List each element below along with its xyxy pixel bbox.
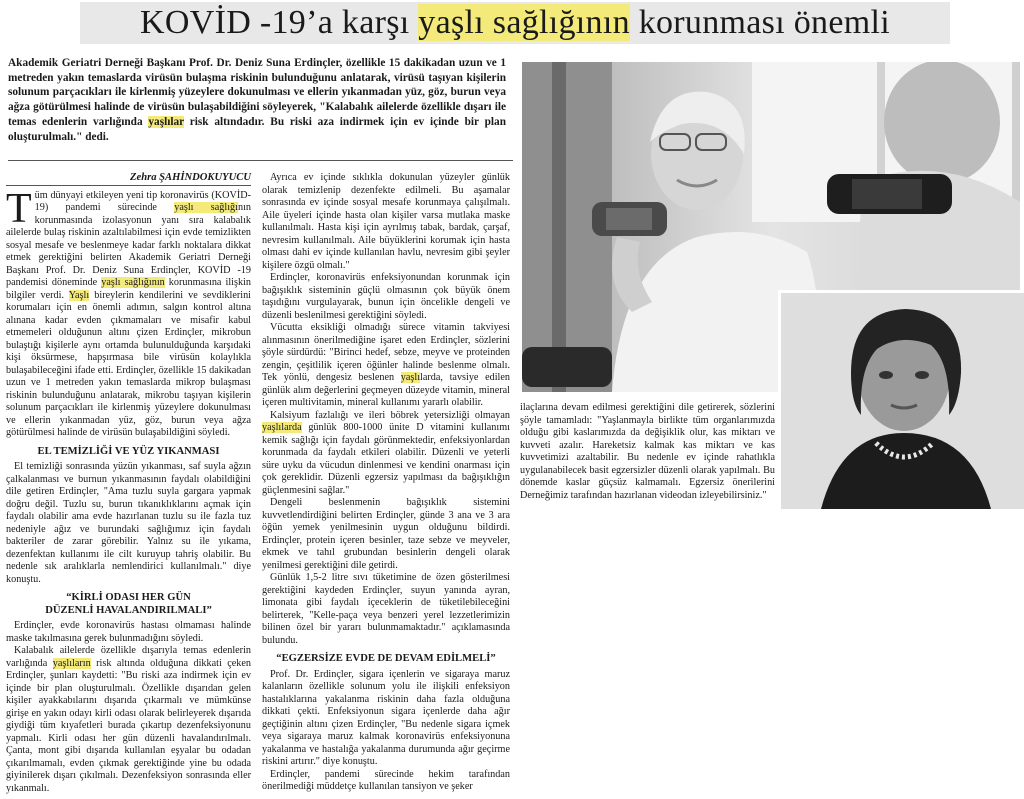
text-span: risk altında olduğuna dikkati çeken Erdinçler, şunları kaydetti: "Bu riski aza indirmek için ev içinde bir plan oluşturulmalı. Özellikle dışarıdan gelen kişiler ayakkabılarını dışarıda çıkarmalı ve mümkünse girişe en yakın odayı kirli odası olarak belirleyerek dışarıda giydiği tüm kıyafetleri burada çıkartıp dezenfeksiyonunu yapmalı. Kirli odası her gün düzenli havalandırılmalı. Çanta, mont gibi dışarıda kullanılan eşyalar bu odadan çıkarılmamalı, evden çıkmak gerektiğinde yine bu odada giyinilerek dışarı çıkılmalı. Dezenfeksiyon sonrasında eller yıkanmalı.	[6, 657, 251, 794]
text-span: Kalsiyum fazlalığı ve ileri böbrek yetersizliği olmayan	[270, 409, 510, 421]
text-span: nın korunmasında izolasyonun yanı sıra kalabalık ailelerde bulaş riskinin azaltılabilmesi için evde temizlikten sosyal mesafe ve beslenmeye kadar farklı noktalara dikkat etmek gerektiğini belirten Akademik Geriatri Derneği Başkanı Prof. Dr. Deniz Suna Erdinçler, KOVİD -19 pandemisi döneminde	[6, 202, 252, 288]
col3-paragraph-1: ilaçlarına devam edilmesi gerektiğini dile getirerek, sözlerini şöyle tamamladı: "Yaşlanmayla birlikte tüm organlarımızda olduğu gibi kaslarımızda da değişiklik olur, kas miktarı ve kuvveti azalır. Hareketsiz kalmak kas miktarı ve kas kuvvetimizi azaltabilir. Bu nedenle ev içinde rahatlıkla uygulanabilecek basit egzersizler düzenli olarak yapılmalı. Bu dönemde kaslar güçsüz kalmamalı. Egzersiz önerilerini Derneğimiz tarafından hazırlanan videodan izleyebilirsiniz."	[520, 402, 775, 501]
subheading-line-1: “KİRLİ ODASI HER GÜN	[66, 592, 191, 603]
col2-paragraph-2: Erdinçler, koronavirüs enfeksiyonundan korunmak için bağışıklık sisteminin güçlü olmasının çok büyük önem taşıdığını vurgulayarak, bunun için öncelikle dengeli ve düzenli beslenilmesi gerektiğini söyledi.	[262, 272, 510, 321]
headline-part1: KOVİD -19’a karşı	[140, 4, 419, 41]
lead-divider	[8, 160, 513, 161]
subheading-el-temizligi: EL TEMİZLİĞİ VE YÜZ YIKANMASI	[37, 445, 220, 457]
text-span: bireylerin kendilerini ve sevdiklerini korumaları için en önemli adımın, salgın kontrol altına alınana kadar evden çıkmamaları ve misafir kabul etmemeleri olduğunun altını çizen Erdinçler, mikrobun bulaştığı kişilerle aynı ortamda bulunulduğunda karşıdaki kişi öksürmese, hapşırmasa bile virüsün kolaylıkla bulaşabileceğini ifade etti. Erdinçler, özellikle 15 dakikadan uzun ve 1 metreden yakın temaslarda mikrop bulaşması riskinin bulunduğunu anlatarak, mikrobu taşıyan kişilerin solunum parçacıkları ile kirlenmiş yüzeylere dokunulması ve ellerin yıkanmadan yüz, göz, burun veya ağza götürülmesi halinde de virüsün bulaşabildiğini söyledi.	[6, 289, 251, 438]
highlight-span: yaşlı sağlığının	[101, 277, 165, 288]
highlight-span: yaşlı	[400, 372, 421, 383]
highlight-span: Yaşlı	[68, 289, 90, 301]
text-span: üm dünyayi etkileyen yeni tip koronavirüs (KOVİD-19) pandemi sürecinde	[34, 189, 251, 213]
article-column-1	[6, 172, 251, 795]
article-column-2	[262, 172, 510, 794]
lead-text-1: Akademik Geriatri Derneği Başkanı Prof. Dr. Deniz Suna Erdinçler, özellikle 15 dakikadan uzun ve 1 metreden yakın temaslarda virüsün bulaşma riskinin bulunduğunu anlatarak, virüsü taşıyan kişilerin solunum parçacıkları ile kirlenmiş yüzeylere dokunulması ve ellerin yıkanmadan yüz, göz, burun veya ağza götürülmesi halinde de virüsün bulaşabildiğini söyleyerek, "Kalabalık ailelerde özellikle dışarı ile temas edenlerin varlığında	[8, 57, 506, 128]
col2-paragraph-4	[262, 410, 510, 498]
text-span: günlük 800-1000 ünite D vitamini kullanımı kemik sağlığı için faydalı görünmektedir, enfeksiyonlardan korunmada da faydalı etkileri olabilir. Düzenli ve yeterli süre uyku da vücudun dinlenmesi ve kendini onarması için çok gereklidir. Düzenli egzersiz yapılması da bağışıklığın güçlenmesini sağlar."	[262, 422, 510, 496]
col2-paragraph-7: Prof. Dr. Erdinçler, sigara içenlerin ve sigaraya maruz kalanların özellikle solunum yolu ile ilişkili enfeksiyon hastalıklarına yakalanma riskinin daha fazla olduğuna dikkati çekti. Enfeksiyonun sigara içenlerde daha ağır geçtiğinin altını çizen Erdinçler, "Bu nedenle sigara içmek veya sigaraya maruz kalmak koronavirüs enfeksiyonuna yakalanma ve hastalığa yakalanma durumunda ağır geçirme riskini artırır." diye konuştu.	[262, 668, 510, 767]
highlight-span: yaşlılarda	[262, 422, 302, 433]
col1-paragraph-3: Erdinçler, evde koronavirüs hastası olmaması halinde maske takılmasına gerek bulunmadığını söyledi.	[6, 620, 251, 644]
headline	[80, 2, 950, 44]
text-span: korunmasına ilişkin bilgiler verdi.	[6, 277, 251, 301]
subheading-line-2: DÜZENLİ HAVALANDIRILMALI”	[45, 604, 212, 616]
col1-paragraph-2: El temizliği sonrasında yüzün yıkanması, saf suyla ağzın çalkalanması ve burnun yıkanmasının faydalı olabildiğini dile getiren Erdinçler, "Ama tuzlu suyla gargara yapmak doğru değil. Tuzlu su, burun tıkanıklıklarını açmak için faydalı olabilir ama evde hazırlanan tuzlu su ile fazla tuz nedeniyle ağız ve burundaki sağlığımız için faydalı bakteriler de zarar görebilir. Yalnız su ile yıkama, dezenfektan kullanımı ile cilt kuruyup tahriş olabilir. Bu nedenle sık aralıklarla nemlendirici kullanılmalı." diye konuştu.	[6, 461, 251, 585]
col2-paragraph-3	[262, 322, 510, 410]
col1-paragraph-1	[6, 185, 252, 440]
text-span: Vücutta eksikliği olmadığı sürece vitamin takviyesi alınmasının önerilmediğine işaret eden Erdinçler, sözlerini şöyle sürdürdü: "Birinci hedef, sebze, meyve ve proteinden zengin, çeşitlilik içeren öğünler halinde beslenme olmalı. Tek yönlü, dengesiz beslenen	[262, 322, 510, 383]
text-span: larda, tavsiye edilen günlük alım değerlerini geçmeyen düzeyde vitamin, mineral içeren multivitamin, mineral kullanımı yararlı olabilir.	[262, 372, 510, 408]
highlight-span: yaşlıların	[52, 657, 91, 669]
lead-paragraph	[8, 56, 506, 144]
portrait-photo	[778, 290, 1024, 509]
dropcap: T	[6, 185, 32, 232]
subheading-egzersiz: “EGZERSİZE EVDE DE DEVAM EDİLMELİ”	[276, 653, 496, 664]
subheading-kirli-odasi	[6, 592, 251, 617]
text-span: Kalabalık ailelerde özellikle dışarıyla temas edenlerin varlığında	[6, 645, 251, 669]
col1-paragraph-4	[6, 645, 251, 795]
col2-paragraph-8: Erdinçler, pandemi sürecinde hekim tarafından önerilmediği müddetçe kullanılan tansiyon ve şeker	[262, 768, 510, 792]
byline: Zehra ŞAHİNDOKUYUCU	[6, 172, 251, 186]
col2-paragraph-1: Ayrıca ev içinde sıklıkla dokunulan yüzeyler günlük olarak temizlenip dezenfekte edilmeli. Bu aşamalar sonrasında ev içinde sosyal mesafe korunmaya çalışılmalı. Aile üyeleri içinde hasta olan kişiler varsa mutlaka maske kullanılmalı. Hasta kişi için ayrılmış tabak, bardak, çarşaf, nevresim kullanılmalı. Aile büyüklerini korumak için hasta olması dahi ev içinde kullanılan havlu, nevresim gibi şeyler kişilere özgü olmalı."	[262, 172, 510, 271]
lead-text-2: risk altındadır. Bu riski aza indirmek için ev içinde bir plan oluşturulmalı." dedi.	[8, 115, 506, 143]
headline-highlight: yaşlı sağlığının	[418, 4, 630, 41]
col2-paragraph-6: Günlük 1,5-2 litre sıvı tüketimine de özen gösterilmesi gerektiğini kaydeden Erdinçler, suyun yanında ayran, limonata gibi faydalı içeceklerin de tüketilebileceğini belirterek, "Kelle-paça veya benzeri yerel lezzetlerimizin bilinen özel bir yararı bulunmamaktadır." açıklamasında bulundu.	[262, 572, 510, 646]
article-column-3	[520, 402, 775, 502]
highlight-span: yaşlı sağlığı	[174, 202, 238, 213]
col2-paragraph-5: Dengeli beslenmenin bağışıklık sistemini kuvvetlendirdiğini belirten Erdinçler, günde 3 ana ve 3 ara öğün yemek yenilmesinin uygun olduğunu bildirdi. Erdinçler, protein içeren besinler, taze sebze ve meyveler, ekmek ve tahıl grubundan besinlerin dengeli olarak yenilmesi gerektiğini dile getirdi.	[262, 497, 510, 571]
lead-highlight: yaşlılar	[148, 115, 184, 128]
headline-part2: korunması önemli	[629, 4, 890, 41]
